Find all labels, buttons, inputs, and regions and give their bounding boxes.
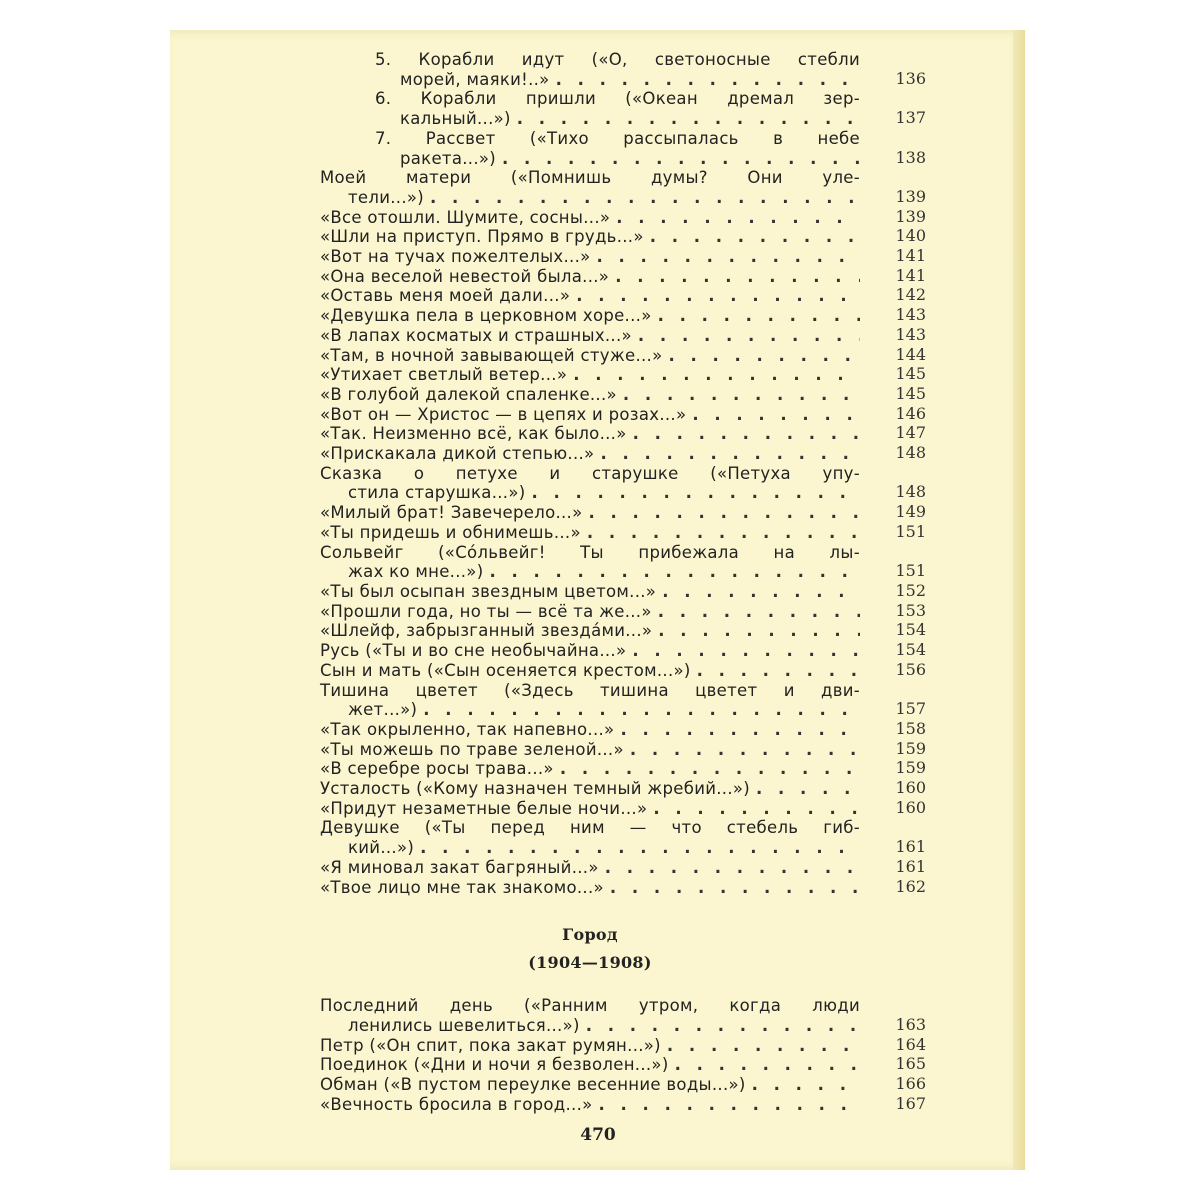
toc-page-number: 152 (895, 580, 926, 600)
toc-entry-text: «Оставь меня моей дали...» (320, 286, 571, 306)
toc-entry-text: «Прискакала дикой степью...» (320, 444, 595, 464)
toc-entry-text: 6. Корабли пришли («Океан дремал зер- (375, 89, 860, 109)
toc-entry-text: Петр («Он спит, пока закат румян...») (320, 1035, 661, 1055)
leader-dots (610, 878, 860, 898)
toc-entry (320, 463, 926, 503)
leader-dots (620, 720, 860, 740)
toc-page-number: 147 (895, 423, 926, 443)
toc-page-number: 137 (895, 108, 926, 128)
toc-page-number: 144 (895, 344, 926, 364)
toc-entry-text: «Вот он — Христос — в цепях и розах...» (320, 404, 687, 424)
leader-dots (615, 267, 860, 287)
toc-entry-text: «Придут незаметные белые ночи...» (320, 798, 648, 818)
toc-entry (320, 521, 926, 543)
toc-entry-text: «Милый брат! Завечерело...» (320, 503, 583, 523)
toc-entry-text: жах ко мне...») (348, 562, 484, 582)
leader-dots (697, 661, 860, 681)
toc-entry (320, 128, 926, 168)
toc-page-number: 139 (895, 206, 926, 226)
toc-entry (320, 344, 926, 366)
toc-entry (320, 580, 926, 602)
toc-entry-text: «Девушка пела в церковном хоре...» (320, 306, 652, 326)
toc-page-number: 143 (895, 324, 926, 344)
toc-entry-text: «Вечность бросила в город...» (320, 1094, 593, 1114)
leader-dots (632, 641, 860, 661)
toc-entry (320, 600, 926, 622)
toc-page-number: 160 (895, 778, 926, 798)
leader-dots (667, 1036, 860, 1056)
leader-dots (630, 740, 860, 760)
toc-entry (320, 778, 926, 799)
toc-entry-text: Русь («Ты и во сне необычайна...» (320, 641, 627, 661)
toc-entry-text: «Так. Неизменно всё, как было...» (320, 424, 627, 444)
toc-page-number: 167 (895, 1093, 926, 1113)
leader-dots (531, 483, 860, 503)
leader-dots (589, 503, 861, 523)
toc-page-number: 148 (895, 443, 926, 463)
toc-entry-text: 7. Рассвет («Тихо рассыпалась в небе (375, 128, 860, 148)
leader-dots (616, 208, 860, 228)
toc-page-number: 164 (895, 1034, 926, 1054)
leader-dots (587, 523, 860, 543)
toc-entry-text: «В лапах косматых и страшных...» (320, 325, 632, 345)
toc-entry-text: тели...») (348, 187, 424, 207)
toc-entry-text: «Ты был осыпан звездным цветом...» (320, 581, 657, 601)
toc-entry (320, 246, 926, 267)
toc-entry (320, 324, 926, 346)
leader-dots (576, 286, 860, 306)
leader-dots (658, 621, 860, 641)
toc-page-number: 159 (895, 738, 926, 758)
leader-dots (586, 1016, 860, 1036)
toc-page-number: 141 (895, 265, 926, 285)
book-page (170, 30, 1025, 1170)
section-years: (1904—1908) (528, 953, 652, 973)
leader-dots (560, 759, 860, 779)
leader-dots (430, 188, 860, 208)
toc-page-number: 153 (895, 600, 926, 620)
toc-entry-text: «Утихает светлый ветер...» (320, 365, 568, 385)
toc-entry (320, 1034, 926, 1056)
leader-dots (653, 799, 860, 819)
toc-entry (320, 797, 926, 819)
toc-entry (320, 1093, 926, 1115)
toc-entry-text: кальный...») (400, 109, 511, 129)
toc-entry-text: «Шли на приступ. Прямо в грудь...» (320, 227, 644, 247)
toc-page-number: 148 (895, 482, 926, 502)
toc-entry (320, 502, 926, 523)
leader-dots (599, 1095, 860, 1115)
toc-page-number: 145 (895, 383, 926, 403)
leader-dots (658, 602, 860, 622)
toc-page-number: 161 (895, 856, 926, 876)
toc-entry (320, 542, 926, 582)
toc-entry (320, 1054, 926, 1075)
toc-entry-text: «Так окрыленно, так напевно...» (320, 719, 615, 739)
toc-entry (320, 1074, 926, 1095)
toc-entry (320, 996, 926, 1035)
toc-page-number: 162 (895, 876, 926, 896)
toc-entry (320, 718, 926, 740)
toc-page-number: 156 (895, 659, 926, 679)
toc-entry-text: «Вот на тучах пожелтелых...» (320, 247, 591, 267)
toc-page-number: 166 (895, 1074, 926, 1094)
toc-entry (320, 50, 926, 89)
section-title: Город (562, 925, 618, 945)
toc-entry (320, 640, 926, 661)
toc-entry-text: ракета...») (400, 148, 496, 168)
toc-list-bottom (320, 996, 926, 1114)
toc-page-number: 151 (895, 521, 926, 541)
toc-page-number: 149 (895, 502, 926, 522)
toc-entry-text: «Прошли года, но ты — всё та же...» (320, 601, 652, 621)
toc-page-number: 142 (895, 285, 926, 305)
toc-entry (320, 285, 926, 306)
toc-page-number: 140 (895, 226, 926, 246)
toc-page-number: 138 (895, 147, 926, 167)
leader-dots (420, 838, 860, 858)
toc-list-top (320, 50, 926, 897)
toc-entry-text: Сказка о петухе и старушке («Петуха упу- (320, 463, 860, 483)
leader-dots (638, 326, 860, 346)
leader-dots (573, 365, 860, 385)
leader-dots (423, 700, 860, 720)
leader-dots (756, 779, 860, 799)
leader-dots (517, 109, 860, 129)
toc-entry (320, 659, 926, 681)
toc-entry-text: морей, маяки!..» (400, 69, 550, 89)
toc-page-number: 159 (895, 758, 926, 778)
toc-entry-text: «Твое лицо мне так знакомо...» (320, 877, 604, 897)
toc-entry-text: Поединок («Дни и ночи я безволен...») (320, 1055, 669, 1075)
table-of-contents (320, 50, 926, 1114)
toc-entry-text: ленились шевелиться...») (348, 1015, 580, 1035)
toc-page-number: 161 (895, 837, 926, 857)
leader-dots (669, 346, 861, 366)
toc-entry (320, 738, 926, 760)
leader-dots (650, 227, 860, 247)
toc-page-number: 146 (895, 403, 926, 423)
leader-dots (597, 247, 860, 267)
toc-entry-text: Девушке («Ты перед ним — что стебель гиб- (320, 818, 860, 838)
toc-entry (320, 876, 926, 898)
leader-dots (556, 70, 860, 90)
leader-dots (658, 306, 860, 326)
leader-dots (605, 858, 860, 878)
toc-entry-text: жет...») (348, 700, 418, 720)
toc-entry-text: Тишина цветет («Здесь тишина цветет и дви- (320, 680, 860, 700)
toc-entry-text: «В серебре росы трава...» (320, 759, 554, 779)
toc-entry-text: Усталость («Кому назначен темный жребий...») (320, 779, 751, 799)
toc-entry-text: стила старушка...») (348, 483, 526, 503)
toc-entry-text: «Все отошли. Шумите, сосны...» (320, 207, 611, 227)
leader-dots (502, 149, 860, 169)
toc-entry-text: «Она веселой невестой была...» (320, 266, 610, 286)
leader-dots (623, 385, 860, 405)
page-number: 470 (580, 1125, 616, 1145)
toc-page-number: 163 (895, 1014, 926, 1034)
toc-entry-text: Последний день («Ранним утром, когда люди (320, 996, 860, 1016)
toc-page-number: 158 (895, 718, 926, 738)
toc-entry-text: Обман («В пустом переулке весенние воды...») (320, 1075, 746, 1095)
leader-dots (600, 444, 860, 464)
toc-entry (320, 226, 926, 247)
toc-entry (320, 89, 926, 129)
toc-entry (320, 680, 926, 720)
toc-entry-text: Сольвейг («Сóльвейг! Ты прибежала на лы- (320, 542, 860, 562)
toc-page-number: 139 (895, 186, 926, 206)
toc-page-number: 157 (895, 699, 926, 719)
toc-page-number: 160 (895, 797, 926, 817)
toc-entry (320, 818, 926, 858)
leader-dots (752, 1075, 860, 1095)
toc-page-number: 136 (895, 68, 926, 88)
toc-entry-text: «Ты можешь по траве зеленой...» (320, 739, 624, 759)
toc-entry (320, 383, 926, 405)
toc-entry-text: «Ты придешь и обнимешь...» (320, 522, 581, 542)
toc-page-number: 154 (895, 620, 926, 640)
toc-entry (320, 856, 926, 878)
toc-page-number: 143 (895, 305, 926, 325)
toc-entry (320, 206, 926, 228)
leader-dots (662, 582, 860, 602)
toc-entry (320, 364, 926, 385)
toc-entry (320, 168, 926, 207)
toc-page-number: 165 (895, 1054, 926, 1074)
toc-entry-text: Сын и мать («Сын осеняется крестом...») (320, 660, 691, 680)
toc-entry (320, 423, 926, 444)
toc-entry-text: «Шлейф, забрызганный звездáми...» (320, 621, 653, 641)
toc-entry-text: «Я миновал закат багряный...» (320, 857, 599, 877)
leader-dots (633, 424, 860, 444)
toc-entry-text: кий...») (348, 838, 415, 858)
leader-dots (692, 405, 860, 425)
toc-entry-text: Моей матери («Помнишь думы? Они уле- (320, 168, 860, 188)
toc-entry (320, 620, 926, 641)
toc-entry (320, 443, 926, 464)
toc-page-number: 151 (895, 561, 926, 581)
toc-page-number: 154 (895, 640, 926, 660)
page-edge (1013, 30, 1025, 1170)
toc-entry (320, 265, 926, 287)
toc-entry-text: 5. Корабли идут («О, светоносные стебли (375, 50, 860, 69)
toc-entry (320, 758, 926, 779)
toc-page-number: 141 (895, 246, 926, 266)
leader-dots (489, 562, 860, 582)
toc-page-number: 145 (895, 364, 926, 384)
leader-dots (675, 1055, 860, 1075)
toc-entry (320, 403, 926, 425)
toc-entry-text: «В голубой далекой спаленке...» (320, 384, 617, 404)
toc-entry (320, 305, 926, 326)
toc-entry-text: «Там, в ночной завывающей стуже...» (320, 345, 663, 365)
